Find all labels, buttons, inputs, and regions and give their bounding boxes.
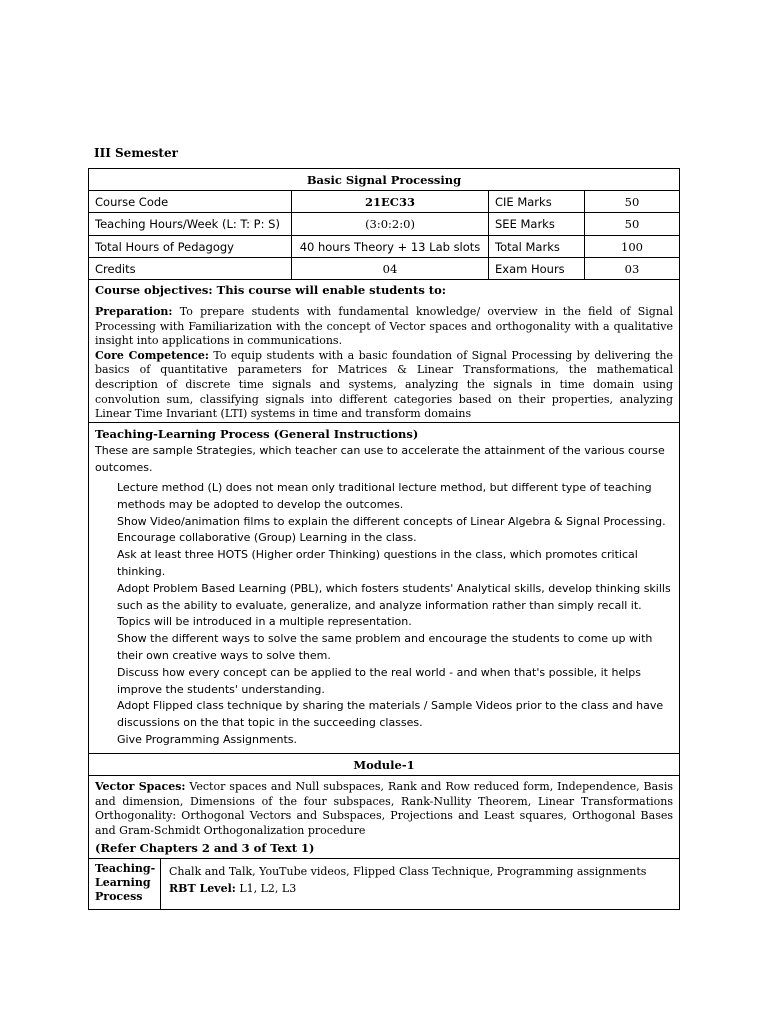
core-competence-text: To equip students with a basic foundation of Signal Processing by delivering the basics of quantitative parameters for Matrices & Linear Transformations, the mathematical description of discrete time signals and systems, analyzing the signals in time domain using convolution sum, classifying signals into different categories based on their properties, analyzing Linear Time Invariant (LTI) systems in time and transform domains [95,348,673,421]
list-item: Topics will be introduced in a multiple representation. [117,615,412,629]
course-objectives-section [88,279,680,423]
rbt-level-label: RBT Level: [169,882,236,895]
rbt-level [169,880,673,897]
core-competence-paragraph [95,349,673,422]
module-1-tlp-row [88,858,680,910]
module-1-title: Module-1 [353,757,415,772]
tlp-intro: These are sample Strategies, which teacher can use to accelerate the attainment of the various course outcomes. [95,444,665,474]
info-label: Teaching Hours/Week (L: T: P: S) [95,217,280,231]
preparation-label: Preparation: [95,305,173,318]
info-key: Exam Hours [488,258,584,279]
info-label: Credits [95,261,136,276]
info-value: (3:0:2:0) [291,213,488,235]
tlp-methods: Chalk and Talk, YouTube videos, Flipped Class Technique, Programming assignments [169,865,647,878]
list-item: Adopt Flipped class technique by sharing the materials / Sample Videos prior to the class and have discussions on the that topic in the succeeding classes. [117,699,664,730]
list-item: Discuss how every concept can be applied to the real world - and when that's possible, it helps improve the students' understanding. [117,665,641,696]
info-key: CIE Marks [488,191,584,212]
module-1-content [88,775,680,859]
info-value: 21EC33 [291,191,488,212]
vector-spaces-label: Vector Spaces: [95,780,186,793]
list-item: Show Video/animation films to explain the different concepts of Linear Algebra & Signal Processing. [117,514,666,528]
teaching-learning-section [88,422,680,754]
info-row-teaching-hours [88,212,680,236]
info-label: Total Hours of Pedagogy [95,239,234,254]
tlp-label: Teaching-Learning Process [89,859,161,909]
list-item: Lecture method (L) does not mean only traditional lecture method, but different type of teaching methods may be adopted to develop the outcomes. [117,481,652,511]
preparation-text: To prepare students with fundamental knowledge/ overview in the field of Signal Processing with Familiarization with the concept of Vector spaces and orthogonality with a qualitative insight into applications in communications. [95,305,674,348]
info-key-value: 50 [584,191,679,212]
info-value: 40 hours Theory + 13 Lab slots [291,236,488,257]
info-key-value: 03 [584,258,679,279]
info-key: SEE Marks [488,213,584,235]
vector-spaces-text: Vector spaces and Null subspaces, Rank and Row reduced form, Independence, Basis and dimension, Dimensions of the four subspaces, Rank-Nullity Theorem, Linear Transformations Orthogonality: Orthogonal Vectors and Subspaces, Projections and Least squares, Orthogonal Bases and Gram-Schmidt Orthogonalization procedure [95,780,673,837]
module-1-title-row [88,753,680,776]
info-row-total-hours [88,235,680,258]
core-competence-label: Core Competence: [95,348,209,362]
info-key-value: 100 [584,236,679,257]
list-item: Adopt Problem Based Learning (PBL), which fosters students' Analytical skills, develop thinking skills such as the ability to evaluate, generalize, and analyze information rather than simply recall it. [117,581,671,612]
list-item: Ask at least three HOTS (Higher order Thinking) questions in the class, which promotes critical thinking. [117,548,638,578]
info-row-credits [88,257,680,280]
preparation-paragraph [95,305,673,349]
rbt-level-value: L1, L2, L3 [239,882,297,895]
list-item: Show the different ways to solve the same problem and encourage the students to come up with their own creative ways to solve them. [117,632,653,662]
list-item: Give Programming Assignments. [117,732,297,746]
info-row-course-code [88,190,680,213]
semester-heading: III Semester [94,146,178,160]
tlp-strategy-list [95,480,673,749]
tlp-heading: Teaching-Learning Process (General Instructions) [95,427,419,441]
module-1-topics [95,780,673,838]
module-1-reference: (Refer Chapters 2 and 3 of Text 1) [95,841,315,856]
course-title-row [88,168,680,191]
course-title: Basic Signal Processing [306,172,462,187]
info-value: 04 [291,258,488,279]
info-key: Total Marks [488,236,584,257]
objectives-heading: Course objectives: This course will enable students to: [95,283,447,297]
info-label: Course Code [95,194,169,209]
tlp-detail [169,863,673,897]
list-item: Encourage collaborative (Group) Learning in the class. [117,531,417,545]
info-key-value: 50 [584,213,679,235]
